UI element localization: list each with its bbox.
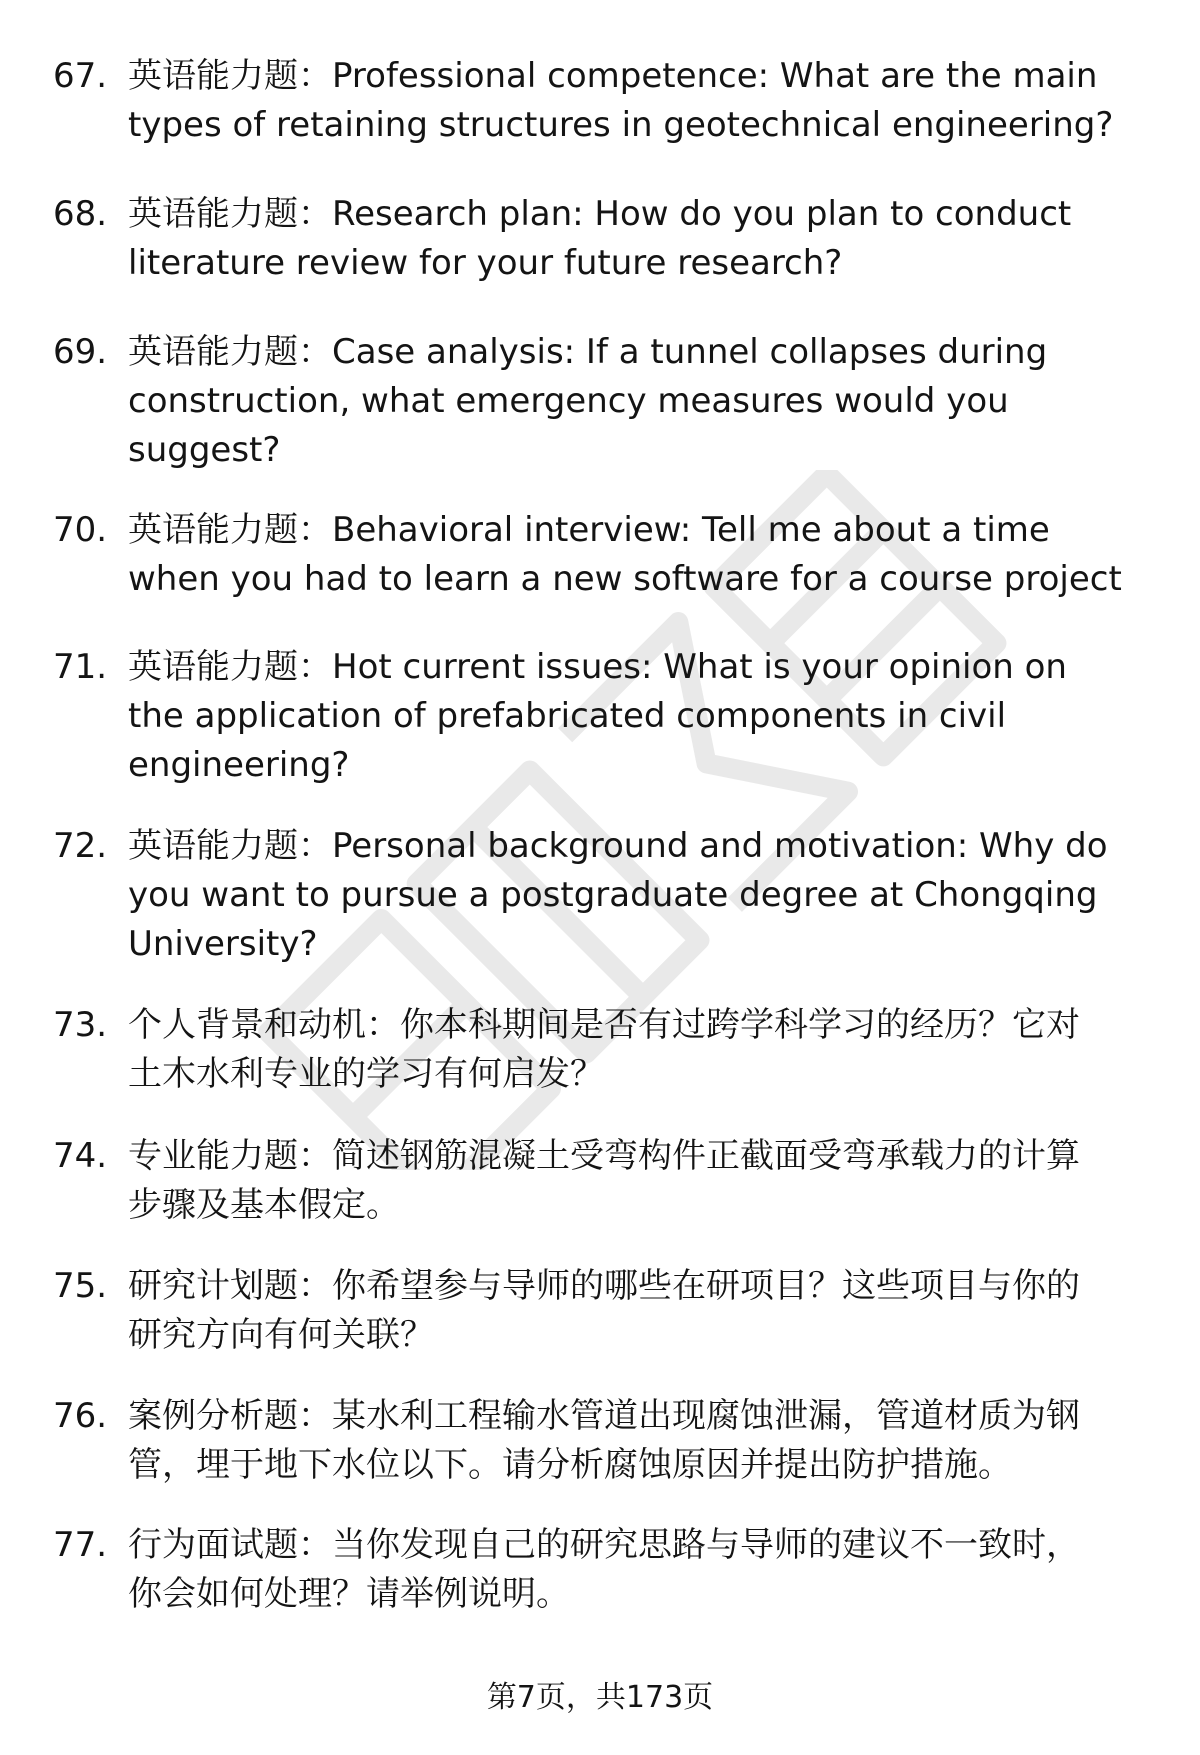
question-line: University?: [128, 924, 318, 964]
question-text: [128, 1001, 1148, 1099]
question-line: engineering?: [128, 745, 350, 785]
question-line: you want to pursue a postgraduate degree at Chongqing: [128, 875, 1098, 915]
question-number: 69.: [53, 332, 108, 372]
question-number: 77.: [53, 1525, 108, 1565]
question-number: 73.: [53, 1005, 108, 1045]
question-text: [128, 1132, 1148, 1230]
question-line: 研究计划题：你希望参与导师的哪些在研项目？这些项目与你的: [128, 1266, 1080, 1306]
question-line: when you had to learn a new software for a course project: [128, 559, 1122, 599]
question-number: 68.: [53, 194, 108, 234]
question-line: literature review for your future research?: [128, 243, 843, 283]
question-text: [128, 1521, 1148, 1619]
question-line: 案例分析题：某水利工程输水管道出现腐蚀泄漏，管道材质为钢: [128, 1396, 1080, 1436]
question-line: the application of prefabricated components in civil: [128, 696, 1007, 736]
question-number: 67.: [53, 56, 108, 96]
question-line: suggest?: [128, 430, 281, 470]
question-line: types of retaining structures in geotechnical engineering?: [128, 105, 1114, 145]
question-line: 英语能力题：Case analysis: If a tunnel collapses during: [128, 332, 1048, 372]
question-line: 专业能力题：简述钢筋混凝土受弯构件正截面受弯承载力的计算: [128, 1136, 1080, 1176]
question-line: 你会如何处理？请举例说明。: [128, 1574, 570, 1614]
question-text: [128, 328, 1148, 475]
question-number: 74.: [53, 1136, 108, 1176]
question-line: 英语能力题：Hot current issues: What is your opinion on: [128, 647, 1067, 687]
question-number: 72.: [53, 826, 108, 866]
question-line: 管，埋于地下水位以下。请分析腐蚀原因并提出防护措施。: [128, 1445, 1012, 1485]
question-text: [128, 52, 1148, 150]
question-number: 71.: [53, 647, 108, 687]
page-number: 第7页，共173页: [486, 1680, 714, 1715]
question-number: 70.: [53, 510, 108, 550]
question-line: 英语能力题：Personal background and motivation: Why do: [128, 826, 1108, 866]
question-text: [128, 190, 1148, 288]
question-number: 75.: [53, 1266, 108, 1306]
question-line: 英语能力题：Professional competence: What are the main: [128, 56, 1098, 96]
question-line: construction, what emergency measures would you: [128, 381, 1009, 421]
question-line: 行为面试题：当你发现自己的研究思路与导师的建议不一致时，: [128, 1525, 1080, 1565]
question-line: 英语能力题：Research plan: How do you plan to conduct: [128, 194, 1072, 234]
question-number: 76.: [53, 1396, 108, 1436]
question-text: [128, 643, 1148, 790]
question-line: 土木水利专业的学习有何启发？: [128, 1054, 604, 1094]
question-line: 英语能力题：Behavioral interview: Tell me about a time: [128, 510, 1050, 550]
question-line: 个人背景和动机：你本科期间是否有过跨学科学习的经历？它对: [128, 1005, 1080, 1045]
question-line: 研究方向有何关联？: [128, 1315, 434, 1355]
question-line: 步骤及基本假定。: [128, 1185, 400, 1225]
question-text: [128, 1262, 1148, 1360]
question-text: [128, 506, 1148, 604]
question-text: [128, 822, 1148, 969]
question-text: [128, 1392, 1148, 1490]
